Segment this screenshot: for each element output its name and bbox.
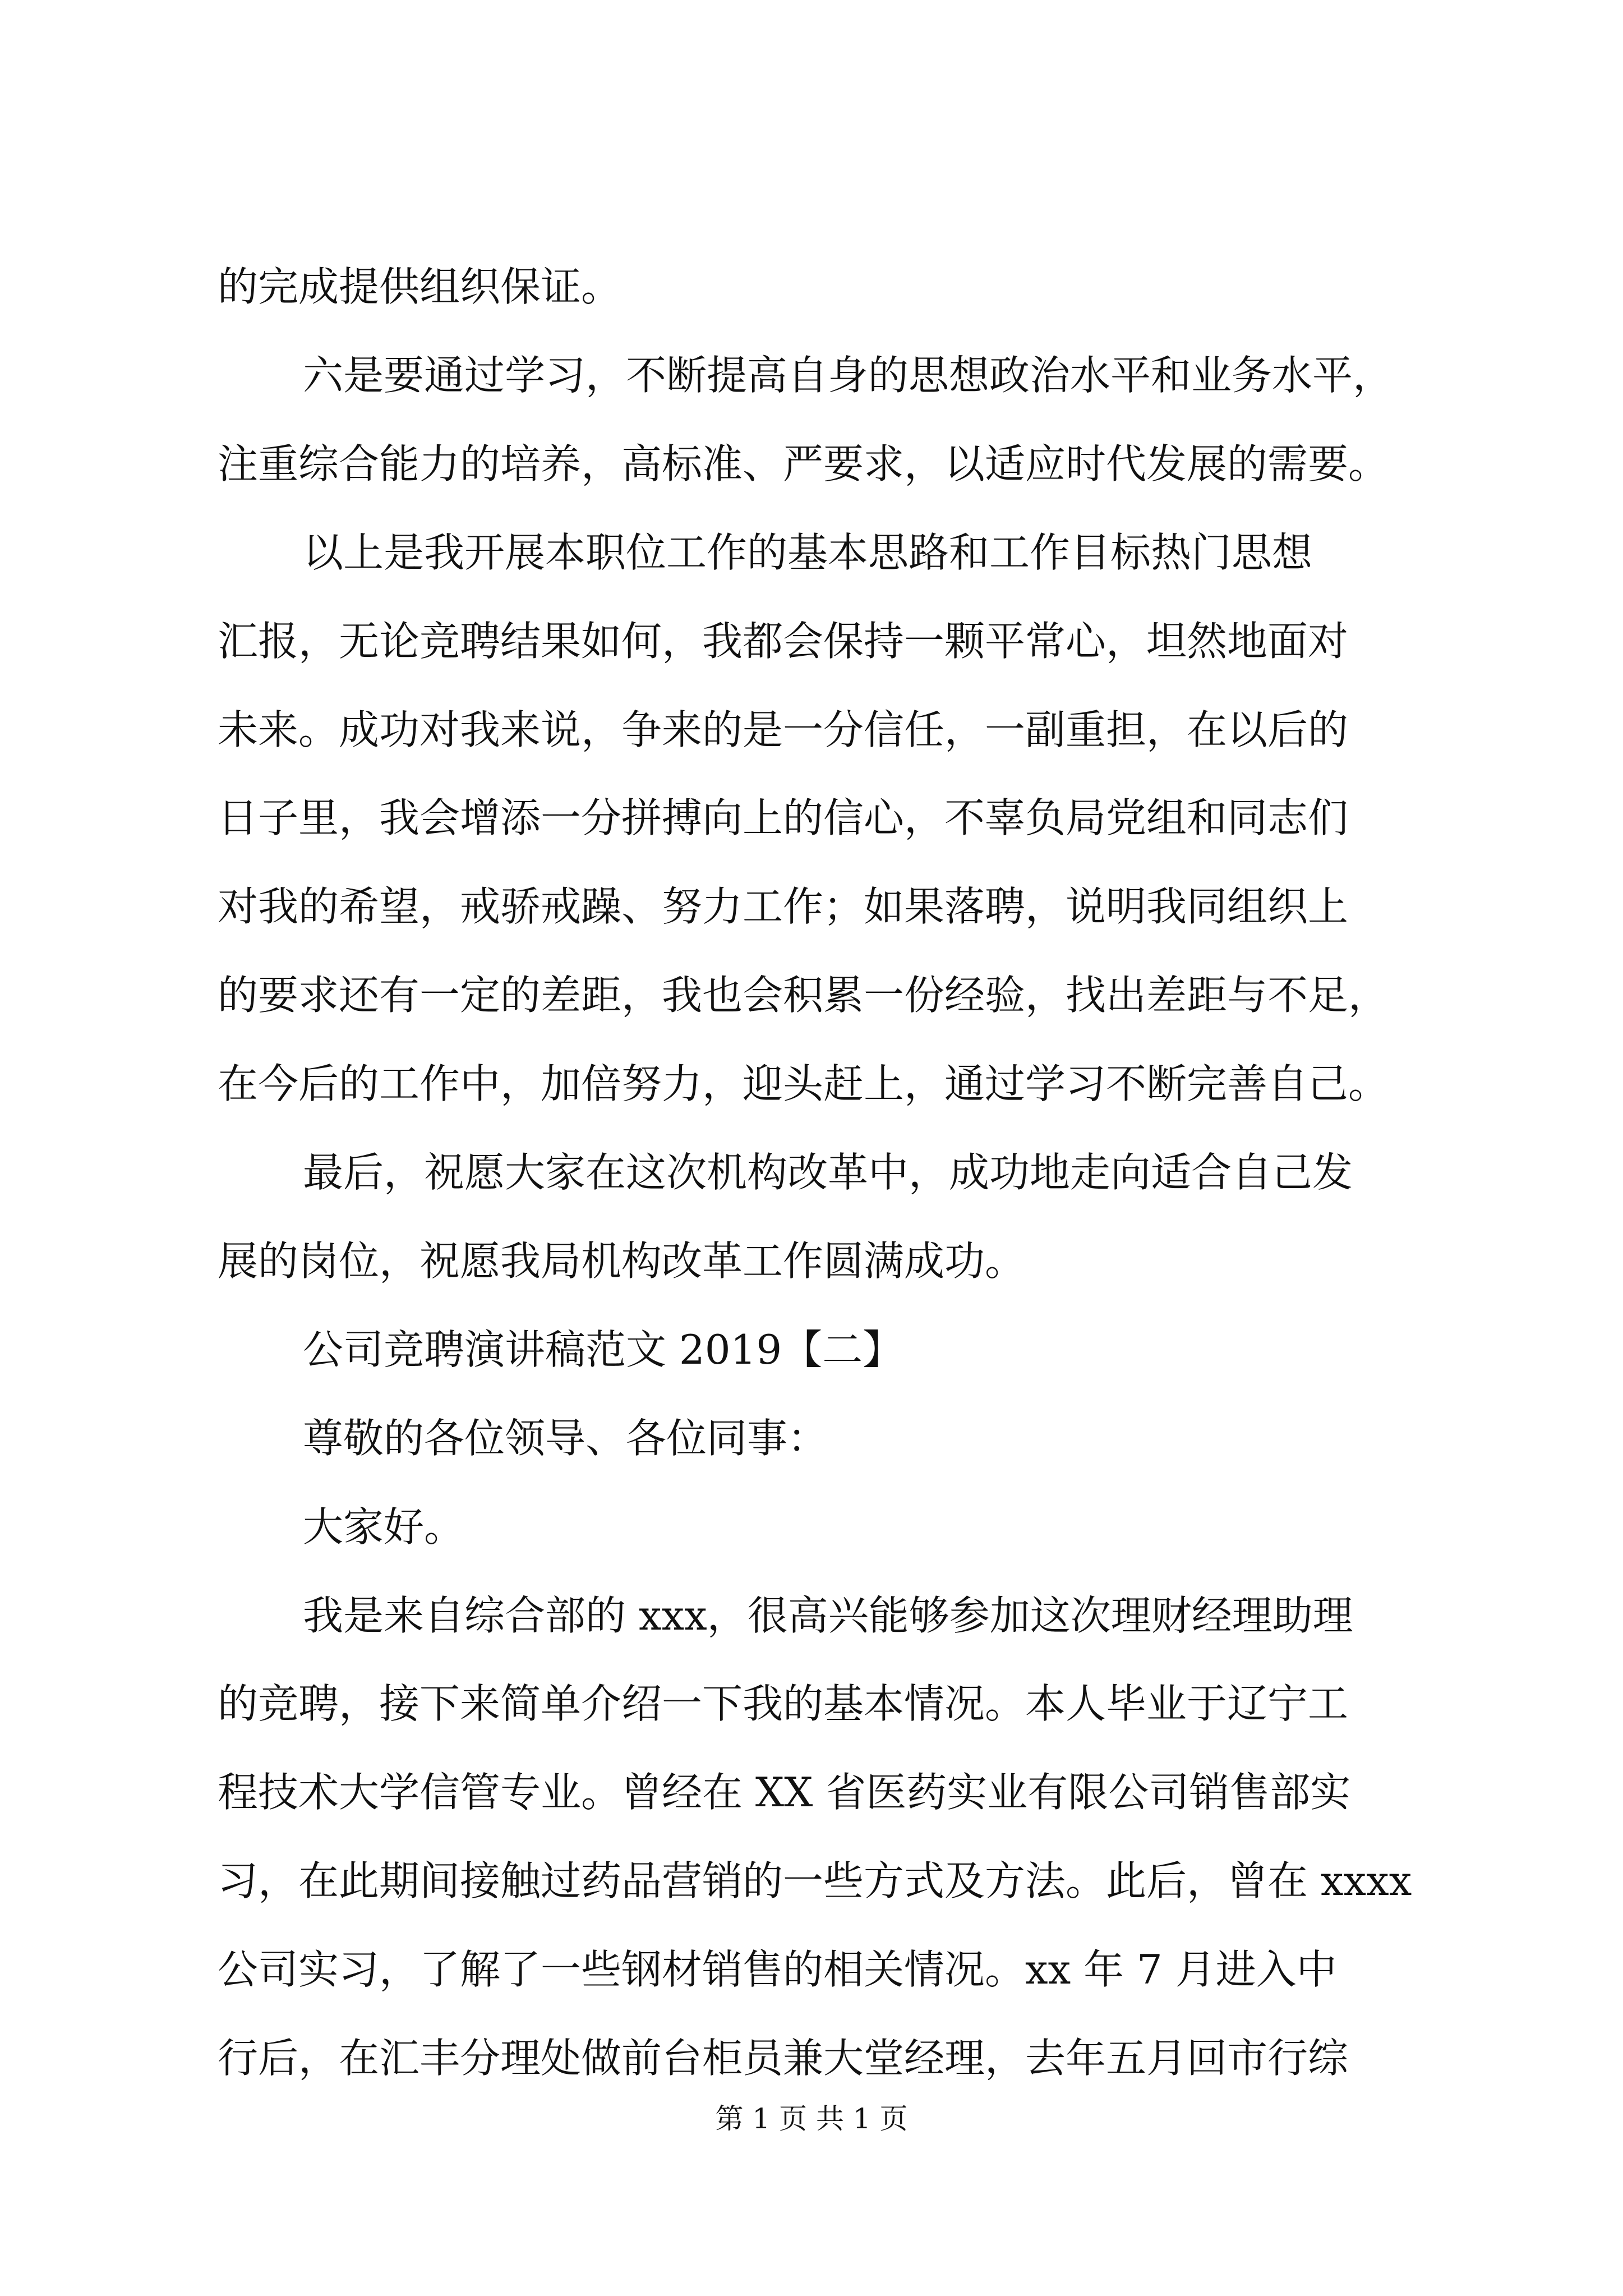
text-line: 我是来自综合部的 xxx，很高兴能够参加这次理财经理助理 xyxy=(303,1592,1353,1639)
text-line: 对我的希望，戒骄戒躁、努力工作；如果落聘，说明我同组织上 xyxy=(218,883,1349,930)
page-footer: 第 1 页 共 1 页 xyxy=(715,2102,908,2135)
text-line: 公司实习，了解了一些钢材销售的相关情况。xx 年 7 月进入中 xyxy=(218,1946,1337,1993)
text-line: 六是要通过学习，不断提高自身的思想政治水平和业务水平， xyxy=(303,352,1394,399)
text-line: 程技术大学信管专业。曾经在 XX 省医药实业有限公司销售部实 xyxy=(218,1769,1351,1816)
text-line: 日子里，我会增添一分拼搏向上的信心，不辜负局党组和同志们 xyxy=(218,794,1349,841)
text-line: 尊敬的各位领导、各位同事： xyxy=(303,1415,828,1462)
text-line: 以上是我开展本职位工作的基本思路和工作目标热门思想 xyxy=(303,529,1313,576)
text-line: 的竞聘，接下来简单介绍一下我的基本情况。本人毕业于辽宁工 xyxy=(218,1680,1349,1727)
text-line: 的要求还有一定的差距，我也会积累一份经验，找出差距与不足， xyxy=(218,972,1389,1019)
section-heading: 公司竞聘演讲稿范文 2019【二】 xyxy=(303,1326,903,1373)
text-line: 的完成提供组织保证。 xyxy=(218,263,622,310)
text-line: 展的岗位，祝愿我局机构改革工作圆满成功。 xyxy=(218,1237,1026,1285)
text-line: 习，在此期间接触过药品营销的一些方式及方法。此后，曾在 xxxx xyxy=(218,1857,1412,1904)
text-line: 汇报，无论竞聘结果如何，我都会保持一颗平常心，坦然地面对 xyxy=(218,618,1349,665)
text-line: 在今后的工作中，加倍努力，迎头赶上，通过学习不断完善自己。 xyxy=(218,1060,1389,1107)
text-line: 最后，祝愿大家在这次机构改革中，成功地走向适合自己发 xyxy=(303,1149,1353,1196)
text-line: 未来。成功对我来说，争来的是一分信任，一副重担，在以后的 xyxy=(218,706,1349,753)
text-line: 行后，在汇丰分理处做前台柜员兼大堂经理，去年五月回市行综 xyxy=(218,2035,1349,2082)
text-line: 注重综合能力的培养，高标准、严要求，以适应时代发展的需要。 xyxy=(218,440,1389,487)
text-line: 大家好。 xyxy=(303,1503,465,1550)
